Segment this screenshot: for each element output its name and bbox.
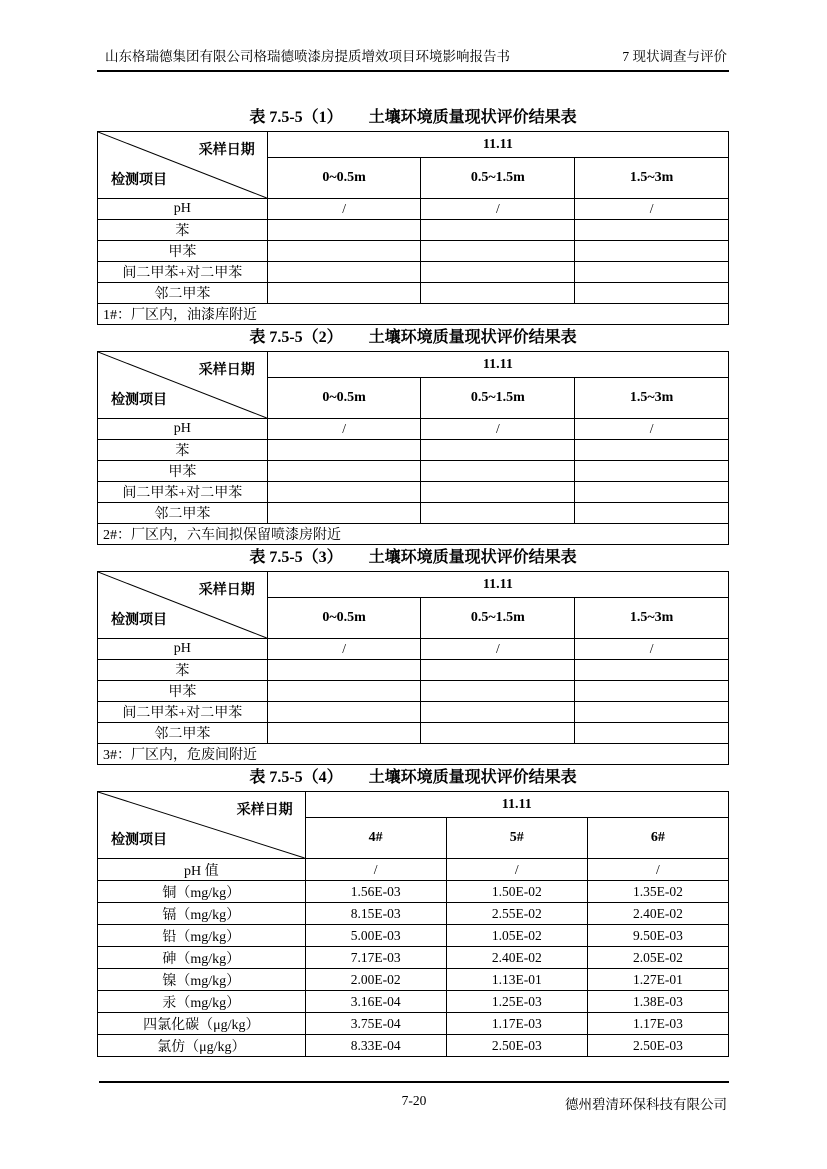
data-cell [575,241,729,262]
table-title [97,769,729,787]
table-row [98,639,729,660]
data-cell [267,241,421,262]
table-row [98,220,729,241]
data-cell: 1.13E-01 [446,969,587,991]
data-cell: / [575,639,729,660]
table-number: 表 7.5-5（2） [249,329,343,346]
data-cell: 1.56E-03 [305,881,446,903]
diagonal-header-cell [98,792,306,859]
data-cell: 2.50E-03 [446,1035,587,1057]
row-label: 苯 [98,660,268,681]
page-footer [99,1081,729,1113]
soil-table-block [97,109,729,325]
data-cell [421,660,575,681]
column-header: 1.5~3m [575,598,729,639]
row-label: pH 值 [98,859,306,881]
data-cell: 2.55E-02 [446,903,587,925]
data-cell: 1.17E-03 [446,1013,587,1035]
data-cell [267,723,421,744]
page-content [97,48,729,1057]
data-cell: 8.33E-04 [305,1035,446,1057]
table-row [98,903,729,925]
row-label: 铅（mg/kg） [98,925,306,947]
data-cell: 8.15E-03 [305,903,446,925]
table-number: 表 7.5-5（3） [249,549,343,566]
data-cell [421,241,575,262]
page-header [97,48,729,72]
date-header-row [98,792,729,818]
table-row [98,859,729,881]
data-cell [267,681,421,702]
tables-container [97,109,729,1057]
table-row [98,1035,729,1057]
table-title-text: 土壤环境质量现状评价结果表 [368,549,577,566]
column-header: 0~0.5m [267,158,421,199]
row-label: 铜（mg/kg） [98,881,306,903]
row-label: pH [98,639,268,660]
row-label: 氯仿（μg/kg） [98,1035,306,1057]
soil-quality-table [97,131,729,325]
data-cell [421,461,575,482]
row-label: 间二甲苯+对二甲苯 [98,702,268,723]
data-cell: / [587,859,728,881]
data-cell: / [421,639,575,660]
data-cell [421,723,575,744]
data-cell [421,482,575,503]
data-cell: / [421,419,575,440]
table-row [98,702,729,723]
table-row [98,681,729,702]
data-cell: / [267,199,421,220]
table-number: 表 7.5-5（1） [249,109,343,126]
data-cell [267,660,421,681]
data-cell: 3.16E-04 [305,991,446,1013]
table-row [98,1013,729,1035]
table-row [98,925,729,947]
table-row [98,262,729,283]
data-cell: 2.00E-02 [305,969,446,991]
data-cell: 2.40E-02 [446,947,587,969]
page-number: 7-20 [401,1093,427,1108]
sample-location-note: 2#：厂区内，六车间拟保留喷漆房附近 [98,524,729,545]
data-cell [575,702,729,723]
data-cell: / [305,859,446,881]
data-cell [575,681,729,702]
table-title [97,109,729,127]
corner-label-sampling-date: 采样日期 [198,363,255,378]
row-label: 甲苯 [98,241,268,262]
data-cell [421,262,575,283]
table-title-text: 土壤环境质量现状评价结果表 [368,109,577,126]
table-row [98,283,729,304]
data-cell [575,461,729,482]
table-note-row [98,744,729,765]
column-header: 5# [446,818,587,859]
data-cell: 1.25E-03 [446,991,587,1013]
data-cell [267,440,421,461]
table-row [98,419,729,440]
table-note-row [98,524,729,545]
sample-location-note: 1#：厂区内，油漆库附近 [98,304,729,325]
data-cell [421,440,575,461]
data-cell [421,283,575,304]
data-cell [575,482,729,503]
data-cell [267,702,421,723]
row-label: 苯 [98,440,268,461]
diagonal-header-cell [98,572,268,639]
data-cell [575,440,729,461]
data-cell [267,482,421,503]
data-cell [421,503,575,524]
sampling-date-header: 11.11 [267,572,728,598]
table-title-text: 土壤环境质量现状评价结果表 [368,769,577,786]
table-row [98,482,729,503]
data-cell [575,503,729,524]
column-header: 4# [305,818,446,859]
column-header: 0.5~1.5m [421,378,575,419]
column-header: 0.5~1.5m [421,158,575,199]
soil-table-block [97,549,729,765]
table-row [98,969,729,991]
corner-label-sampling-date: 采样日期 [198,143,255,158]
soil-quality-table [97,351,729,545]
row-label: 邻二甲苯 [98,283,268,304]
column-header: 1.5~3m [575,378,729,419]
row-label: 邻二甲苯 [98,503,268,524]
row-label: 镍（mg/kg） [98,969,306,991]
data-cell [267,503,421,524]
row-label: 砷（mg/kg） [98,947,306,969]
table-row [98,199,729,220]
date-header-row [98,572,729,598]
table-number: 表 7.5-5（4） [249,769,343,786]
table-row [98,241,729,262]
data-cell: 1.38E-03 [587,991,728,1013]
corner-label-test-item: 检测项目 [111,833,167,848]
data-cell: / [575,419,729,440]
table-row [98,881,729,903]
sampling-date-header: 11.11 [267,352,728,378]
data-cell: 3.75E-04 [305,1013,446,1035]
row-label: 汞（mg/kg） [98,991,306,1013]
column-header: 6# [587,818,728,859]
column-header: 0~0.5m [267,378,421,419]
data-cell [575,220,729,241]
table-row [98,461,729,482]
date-header-row [98,352,729,378]
table-title [97,549,729,567]
row-label: 四氯化碳（μg/kg） [98,1013,306,1035]
column-header: 1.5~3m [575,158,729,199]
data-cell: 9.50E-03 [587,925,728,947]
data-cell: 2.40E-02 [587,903,728,925]
data-cell [575,283,729,304]
data-cell: / [575,199,729,220]
footer-company-name: 德州碧清环保科技有限公司 [565,1097,727,1112]
table-row [98,723,729,744]
data-cell [267,283,421,304]
sampling-date-header: 11.11 [305,792,728,818]
row-label: 甲苯 [98,681,268,702]
row-label: 镉（mg/kg） [98,903,306,925]
column-header: 0~0.5m [267,598,421,639]
data-cell [267,220,421,241]
soil-table-block [97,769,729,1057]
data-cell: / [267,639,421,660]
row-label: 邻二甲苯 [98,723,268,744]
corner-label-test-item: 检测项目 [111,613,167,628]
diagonal-header-cell [98,132,268,199]
data-cell: 1.27E-01 [587,969,728,991]
row-label: pH [98,199,268,220]
table-title [97,329,729,347]
row-label: pH [98,419,268,440]
header-report-title: 山东格瑞德集团有限公司格瑞德喷漆房提质增效项目环境影响报告书 [105,49,510,64]
table-row [98,991,729,1013]
table-note-row [98,304,729,325]
table-row [98,440,729,461]
soil-quality-table [97,571,729,765]
data-cell [421,220,575,241]
data-cell: / [267,419,421,440]
corner-label-sampling-date: 采样日期 [236,803,293,818]
data-cell: / [446,859,587,881]
header-chapter-title: 7 现状调查与评价 [622,49,727,64]
row-label: 间二甲苯+对二甲苯 [98,262,268,283]
data-cell [575,660,729,681]
data-cell: / [421,199,575,220]
table-row [98,503,729,524]
table-row [98,947,729,969]
data-cell: 5.00E-03 [305,925,446,947]
data-cell [421,681,575,702]
data-cell: 1.05E-02 [446,925,587,947]
corner-label-test-item: 检测项目 [111,173,167,188]
data-cell: 2.05E-02 [587,947,728,969]
column-header: 0.5~1.5m [421,598,575,639]
data-cell: 1.35E-02 [587,881,728,903]
date-header-row [98,132,729,158]
data-cell [575,723,729,744]
soil-table-block [97,329,729,545]
data-cell: 7.17E-03 [305,947,446,969]
data-cell: 1.50E-02 [446,881,587,903]
data-cell [267,262,421,283]
data-cell: 2.50E-03 [587,1035,728,1057]
data-cell: 1.17E-03 [587,1013,728,1035]
row-label: 苯 [98,220,268,241]
sampling-date-header: 11.11 [267,132,728,158]
data-cell [421,702,575,723]
row-label: 甲苯 [98,461,268,482]
soil-quality-table [97,791,729,1057]
data-cell [267,461,421,482]
row-label: 间二甲苯+对二甲苯 [98,482,268,503]
sample-location-note: 3#：厂区内，危废间附近 [98,744,729,765]
table-title-text: 土壤环境质量现状评价结果表 [368,329,577,346]
table-row [98,660,729,681]
corner-label-test-item: 检测项目 [111,393,167,408]
corner-label-sampling-date: 采样日期 [198,583,255,598]
diagonal-header-cell [98,352,268,419]
data-cell [575,262,729,283]
